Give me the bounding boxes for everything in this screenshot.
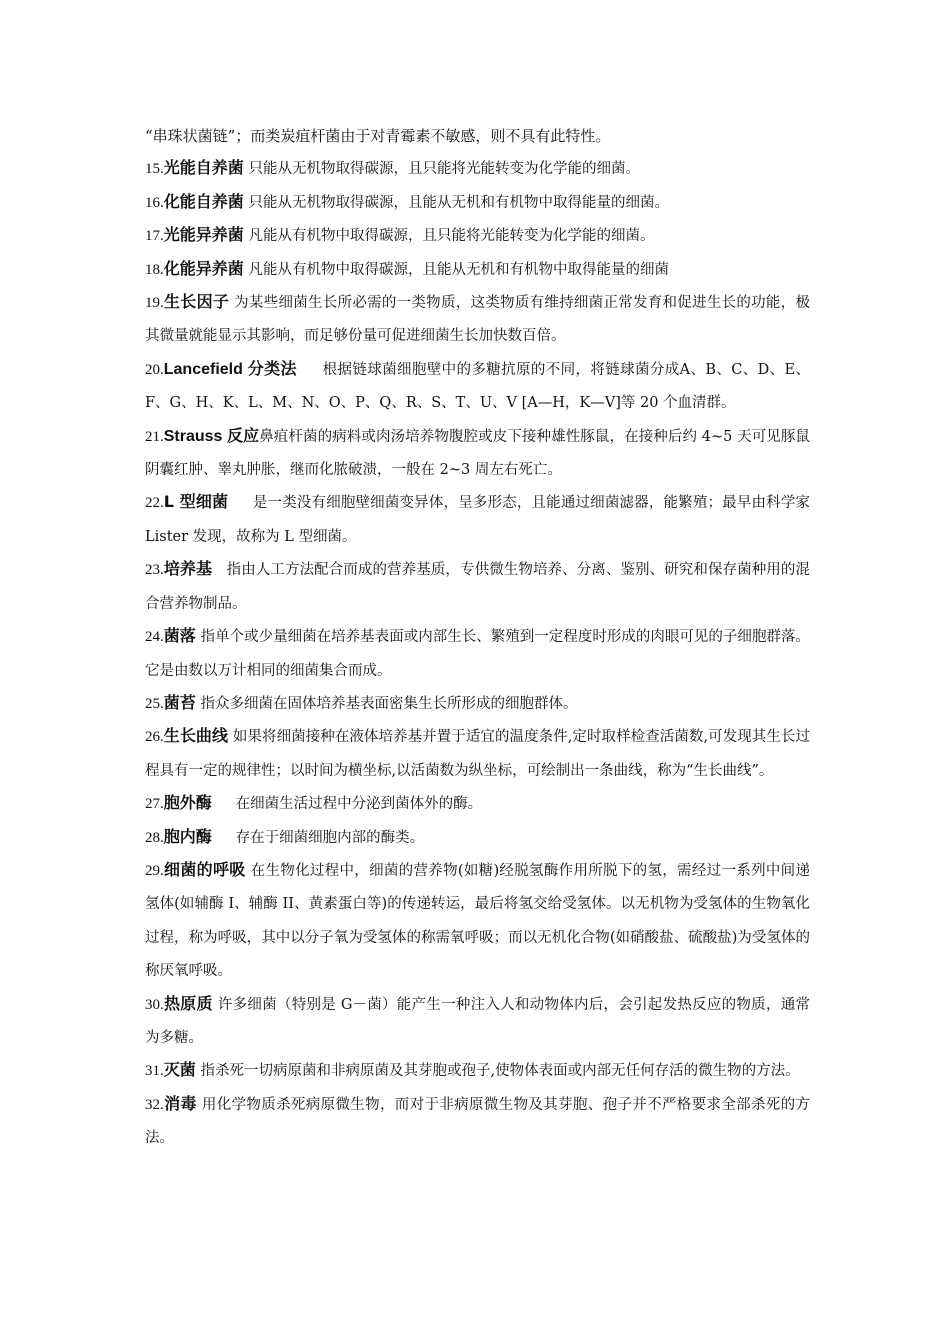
- entry-number: 18.: [145, 261, 164, 278]
- glossary-entry-19: [145, 286, 810, 353]
- entry-term: Strauss 反应: [163, 427, 260, 445]
- glossary-entry-16: [145, 186, 810, 219]
- entry-term: 胞外酶: [163, 793, 212, 813]
- glossary-entry-21: [145, 420, 810, 487]
- entry-number: 32.: [145, 1096, 164, 1113]
- entry-number: 17.: [145, 228, 164, 245]
- glossary-entry-26: [145, 720, 810, 787]
- glossary-entry-32: [145, 1088, 810, 1155]
- glossary-entry-28: [145, 821, 810, 854]
- glossary-entry-17: [145, 219, 810, 252]
- entry-term: 生长因子: [163, 292, 230, 312]
- entry-definition: 存在于细菌细胞内部的酶类。: [235, 829, 425, 846]
- entry-term: 灭菌: [163, 1060, 196, 1080]
- entry-number: 19.: [145, 295, 164, 312]
- entry-definition: 在生物化过程中，细菌的营养物(如糖)经脱氢酶作用所脱下的氢，需经过一系列中间递氢体(如辅酶 I、辅酶 II、黄素蛋白等)的传递转运，最后将氢交给受氢体。以无机物为受氢体的生物氧化过程，称为呼吸，其中以分子氧为受氢体的称需氧呼吸；而以无机化合物(如硝酸盐、硫酸盐)为受氢体的称厌氧呼吸。: [145, 862, 810, 980]
- entry-definition: 指由人工方法配合而成的营养基质，专供微生物培养、分离、鉴别、研究和保存菌种用的混合营养物制品。: [145, 562, 810, 612]
- glossary-entry-27: [145, 787, 810, 820]
- entry-term: 消毒: [163, 1093, 197, 1113]
- entry-definition: 指众多细菌在固体培养基表面密集生长所形成的细胞群体。: [200, 695, 578, 712]
- entry-term: 菌苔: [163, 692, 196, 712]
- entry-term: Lancefield 分类法: [163, 360, 297, 378]
- entry-definition: 鼻疽杆菌的病料或肉汤培养物腹腔或皮下接种雄性豚鼠，在接种后约 4~5 天可见豚鼠阴囊红肿、睾丸肿胀，继而化脓破溃，一般在 2~3 周左右死亡。: [145, 428, 810, 479]
- glossary-entry-25: [145, 687, 810, 720]
- entry-number: 24.: [145, 629, 164, 646]
- entry-definition: 是一类没有细胞壁细菌变异体，呈多形态，且能通过细菌滤器，能繁殖；最早由科学家 Lister 发现，故称为 L 型细菌。: [145, 495, 810, 545]
- entry-definition: 如果将细菌接种在液体培养基并置于适宜的温度条件,定时取样检查活菌数,可发现其生长过程具有一定的规律性；以时间为横坐标,以活菌数为纵坐标，可绘制出一条曲线，称为“生长曲线”。: [145, 729, 810, 779]
- entry-number: 27.: [145, 796, 164, 813]
- entry-definition: 用化学物质杀死病原微生物，而对于非病原微生物及其芽胞、孢子并不严格要求全部杀死的方法。: [145, 1096, 810, 1147]
- entry-definition: 凡能从有机物中取得碳源，且只能将光能转变为化学能的细菌。: [248, 228, 655, 245]
- entry-number: 20.: [145, 361, 164, 378]
- entry-term: 化能自养菌: [163, 191, 244, 211]
- entry-term: 生长曲线: [163, 726, 229, 746]
- entry-number: 15.: [145, 161, 164, 178]
- entry-definition: 指单个或少量细菌在培养基表面或内部生长、繁殖到一定程度时形成的肉眼可见的子细胞群落。它是由数以万计相同的细菌集合而成。: [145, 629, 810, 679]
- entry-term: 细菌的呼吸: [163, 859, 246, 879]
- glossary-entry-22: [145, 486, 810, 553]
- glossary-entry-30: [145, 988, 810, 1055]
- entry-definition: 为某些细菌生长所必需的一类物质，这类物质有维持细菌正常发育和促进生长的功能，极其微量就能显示其影响，而足够份量可促进细菌生长加快数百倍。: [145, 295, 810, 345]
- entry-definition: 凡能从有机物中取得碳源，且能从无机和有机物中取得能量的细菌: [248, 261, 670, 278]
- glossary-entry-18: [145, 253, 810, 286]
- entry-definition: 根据链球菌细胞壁中的多糖抗原的不同，将链球菌分成A、B、C、D、E、F、G、H、K、L、M、N、O、P、Q、R、S、T、U、V [A—H，K—V]等 20 个血清群。: [145, 361, 810, 412]
- entry-definition: 许多细菌（特别是 G－菌）能产生一种注入人和动物体内后，会引起发热反应的物质，通常为多糖。: [145, 996, 810, 1046]
- entry-number: 22.: [145, 495, 164, 512]
- entry-definition: 只能从无机物取得碳源，且只能将光能转变为化学能的细菌。: [248, 161, 641, 178]
- entry-term: L 型细菌: [163, 492, 229, 512]
- glossary-entry-23: [145, 553, 810, 620]
- entry-number: 31.: [145, 1063, 164, 1080]
- entry-number: 28.: [145, 829, 164, 846]
- entry-number: 16.: [145, 194, 164, 211]
- document-page: [145, 120, 810, 1155]
- entry-term: 热原质: [163, 993, 213, 1013]
- glossary-entry-20: [145, 353, 810, 420]
- entry-number: 26.: [145, 729, 164, 746]
- glossary-entry-24: [145, 620, 810, 687]
- entry-term: 胞内酶: [163, 826, 212, 846]
- entry-number: 25.: [145, 695, 164, 712]
- glossary-entry-29: [145, 854, 810, 988]
- entry-number: 29.: [145, 862, 164, 879]
- entry-term: 光能自养菌: [163, 158, 244, 178]
- entry-definition: 指杀死一切病原菌和非病原菌及其芽胞或孢子,使物体表面或内部无任何存活的微生物的方法。: [200, 1063, 800, 1080]
- glossary-entry-15: [145, 152, 810, 185]
- entry-number: 21.: [145, 428, 164, 445]
- entry-definition: 在细菌生活过程中分泌到菌体外的酶。: [235, 796, 483, 813]
- glossary-entry-31: [145, 1054, 810, 1087]
- entry-term: 培养基: [163, 559, 213, 579]
- entry-term: 光能异养菌: [163, 225, 244, 245]
- entry-term: 菌落: [163, 626, 196, 646]
- continuation-paragraph: “串珠状菌链”；而类炭疽杆菌由于对青霉素不敏感，则不具有此特性。: [145, 127, 611, 145]
- entry-definition: 只能从无机物取得碳源，且能从无机和有机物中取得能量的细菌。: [248, 194, 670, 211]
- entry-number: 30.: [145, 996, 164, 1013]
- entry-number: 23.: [145, 562, 164, 579]
- entry-term: 化能异养菌: [163, 258, 244, 278]
